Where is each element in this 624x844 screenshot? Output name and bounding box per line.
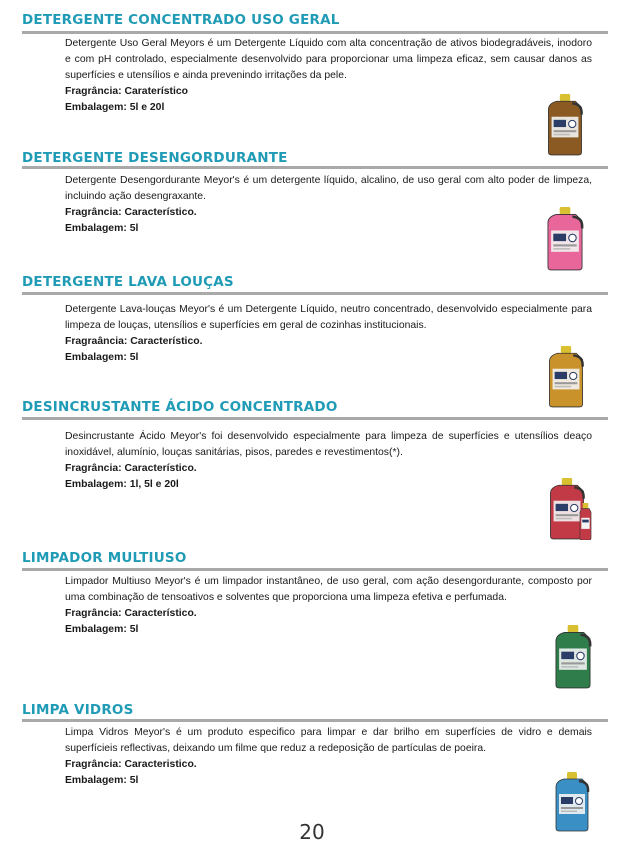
fragrance-label: Fragrância: (65, 463, 122, 474)
fragrance-value: Caracteristico. (124, 759, 197, 770)
fragrance-line (65, 757, 592, 773)
packaging-line (65, 773, 592, 789)
section-body (65, 302, 592, 366)
small-red-bottle-icon (578, 503, 593, 540)
fragrance-line (65, 606, 592, 622)
section-title: LIMPADOR MULTIUSO (22, 550, 187, 566)
packaging-label: Embalagem: (65, 479, 127, 490)
section-divider (22, 292, 608, 295)
packaging-line (65, 221, 592, 237)
green-gallon-bottle-icon (550, 625, 596, 689)
fragrance-value: Característico. (124, 463, 197, 474)
section-divider (22, 719, 608, 722)
brown-gallon-bottle-icon (544, 94, 586, 156)
product-description: Detergente Desengordurante Meyor's é um detergente líquido, alcalino, de uso geral com alto poder de limpeza, incluindo ação desengraxante. (65, 175, 592, 202)
section-divider (22, 417, 608, 420)
fragrance-label: Fragrância: (65, 759, 122, 770)
packaging-line (65, 477, 592, 493)
fragrance-line (65, 84, 592, 100)
product-description: Detergente Uso Geral Meyors é um Detergente Líquido com alta concentração de ativos biodegradáveis, inodoro e com pH controlado, especialmente desenvolvido para proporcionar uma limpeza eficaz, sem causar danos as superfícies e utensílios e ainda prevenindo irritações da pele. (65, 38, 592, 81)
packaging-value: 5l (129, 624, 139, 635)
packaging-label: Embalagem: (65, 775, 127, 786)
packaging-label: Embalagem: (65, 624, 127, 635)
section-body (65, 725, 592, 789)
fragrance-value: Característico. (124, 608, 197, 619)
section-title: LIMPA VIDROS (22, 702, 134, 718)
section-body (65, 574, 592, 638)
section-title: DESINCRUSTANTE ÁCIDO CONCENTRADO (22, 399, 338, 415)
section-body (65, 36, 592, 116)
fragrance-label: Fragrância: (65, 608, 122, 619)
section-divider (22, 31, 608, 34)
product-description: Limpa Vidros Meyor's é um produto especifico para limpar e dar brilho em superfícies de vidro e demais superfícieis reflectivas, deixando um filme que reduz a redeposição de partículas de poeira. (65, 727, 592, 754)
product-description: Limpador Multiuso Meyor's é um limpador instantâneo, de uso geral, com ação desengordurante, composto por uma combinação de tensoativos e solventes que proporciona uma limpeza efetiva e perfumada. (65, 576, 592, 603)
page-number: 20 (299, 820, 325, 844)
fragrance-label: Fragrância: (65, 207, 122, 218)
fragrance-value: Característico. (124, 207, 197, 218)
packaging-value: 5l (129, 223, 139, 234)
packaging-line (65, 350, 592, 366)
packaging-label: Embalagem: (65, 102, 127, 113)
fragrance-value: Característico. (130, 336, 203, 347)
packaging-value: 5l (129, 775, 139, 786)
packaging-value: 5l (129, 352, 139, 363)
section-body (65, 173, 592, 237)
packaging-line (65, 622, 592, 638)
section-divider (22, 568, 608, 571)
packaging-label: Embalagem: (65, 223, 127, 234)
product-description: Desincrustante Ácido Meyor's foi desenvolvido especialmente para limpeza de superfícies e utensílios deaço inoxidável, alumínio, louças sanitárias, pisos, paredes e revestimentos(*). (65, 431, 592, 458)
pink-gallon-bottle-icon (543, 207, 587, 271)
fragrance-line (65, 461, 592, 477)
fragrance-value: Caraterístico (124, 86, 189, 97)
packaging-label: Embalagem: (65, 352, 127, 363)
packaging-line (65, 100, 592, 116)
fragrance-line (65, 205, 592, 221)
section-divider (22, 166, 608, 169)
section-title: DETERGENTE CONCENTRADO USO GERAL (22, 12, 340, 28)
amber-gallon-bottle-icon (545, 346, 587, 408)
product-description: Detergente Lava-louças Meyor's é um Detergente Líquido, neutro concentrado, desenvolvido especialmente para limpeza de louças, utensílios e superfícies em geral de cozinhas institucionais. (65, 304, 592, 331)
section-body (65, 429, 592, 493)
fragrance-label: Fragraância: (65, 336, 128, 347)
section-title: DETERGENTE LAVA LOUÇAS (22, 274, 234, 290)
section-title: DETERGENTE DESENGORDURANTE (22, 150, 288, 166)
packaging-value: 5l e 20l (129, 102, 165, 113)
fragrance-line (65, 334, 592, 350)
packaging-value: 1l, 5l e 20l (129, 479, 179, 490)
fragrance-label: Fragrância: (65, 86, 122, 97)
